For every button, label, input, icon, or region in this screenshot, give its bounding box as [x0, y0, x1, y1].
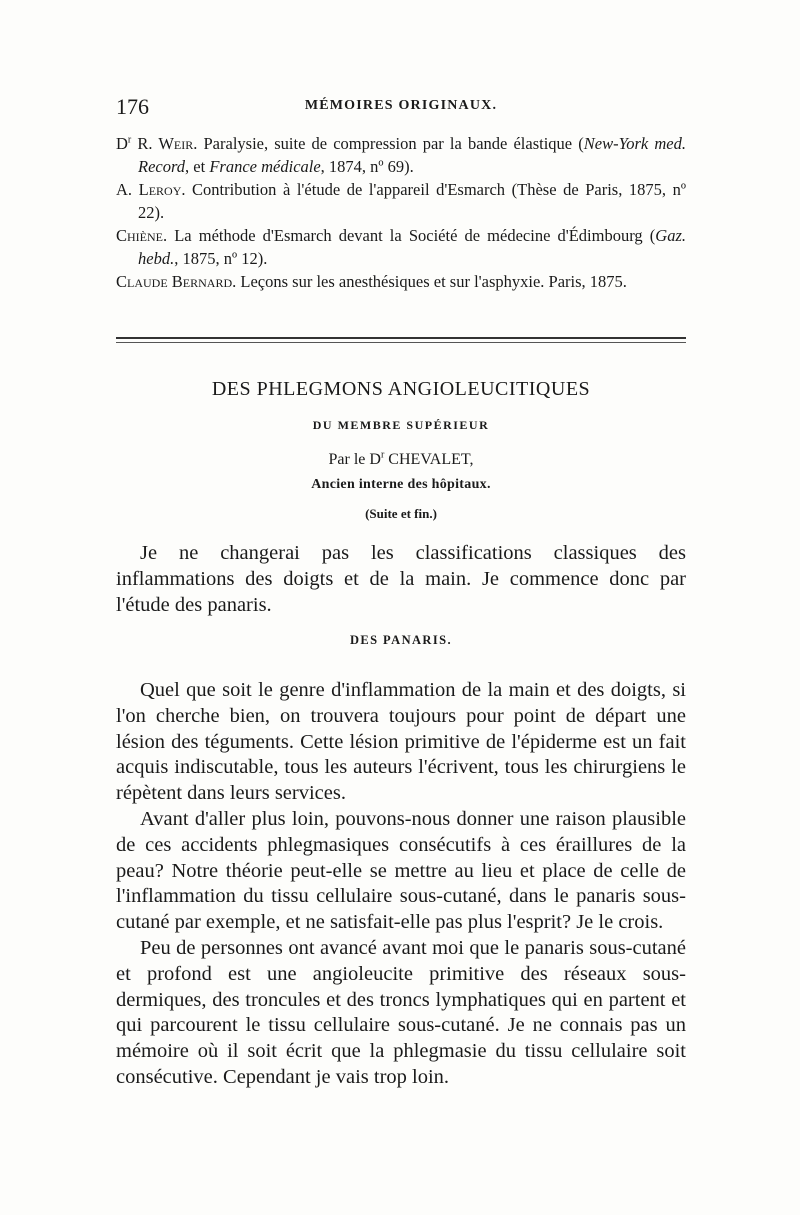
body-paragraph: Peu de personnes ont avancé avant moi que le panaris sous-cutané et profond est une angioleucite primitive des réseaux sous-dermiques, des troncules et des troncs lymphatiques qui en partent et qui parcourent le tissu cellulaire sous-cutané. Je ne connais pas un mémoire où il soit écrit que la phlegmasie du tissu cellulaire soit consécutive. Cependant je vais trop loin. [116, 936, 686, 1088]
article-subtitle: DU MEMBRE SUPÉRIEUR [312, 418, 490, 432]
reference-text: . Leçons sur les anesthésiques et sur l'asphyxie. Paris, 1875. [232, 272, 627, 291]
divider-line-thick [116, 337, 686, 339]
reference-text: , 1874, nº 69). [320, 157, 414, 176]
reference-author-superscript: r [127, 134, 132, 146]
reference-list [116, 132, 686, 293]
intro-paragraph: Je ne changerai pas les classifications classiques des inflammations des doigts et de la main. Je commence donc par l'étude des panaris. [116, 542, 686, 616]
article-byline [116, 447, 686, 526]
author-prefix: Par le D [328, 451, 381, 468]
author-role: Ancien interne des hôpitaux. [311, 477, 491, 492]
author-line [116, 447, 686, 472]
reference-author: A. Leroy [116, 180, 182, 199]
section-divider [116, 337, 686, 343]
divider-line-thin [116, 342, 686, 343]
reference-text: , 1875, nº 12). [174, 249, 268, 268]
main-text [116, 678, 686, 1091]
reference-item [116, 224, 686, 270]
intro-text [116, 541, 686, 618]
reference-journal: Gaz. hebd. [138, 226, 686, 268]
reference-text: , et [185, 157, 210, 176]
running-title: MÉMOIRES ORIGINAUX. [304, 98, 498, 113]
reference-journal: New-York med. Record [138, 134, 686, 176]
reference-text: . La méthode d'Esmarch devant la Société de médecine d'Édimbourg ( [163, 226, 656, 245]
section-heading: DES PANARIS. [350, 633, 452, 647]
reference-item [116, 132, 686, 178]
author-name: CHEVALET, [384, 451, 474, 468]
body-paragraph: Avant d'aller plus loin, pouvons-nous donner une raison plausible de ces accidents phlegmasiques consécutifs à ces éraillures de la peau? Notre théorie peut-elle se mettre au lieu et place de celle de l'inflammation du tissu cellulaire sous-cutané, dans le panaris sous-cutané par exemple, et ne satisfait-elle pas plus l'esprit? Je le crois. [116, 807, 686, 934]
continuation-note: (Suite et fin.) [365, 506, 437, 521]
reference-text: . Paralysie, suite de compression par la bande élastique ( [193, 134, 584, 153]
reference-author-prefix: D [116, 134, 128, 153]
reference-item [116, 270, 686, 293]
reference-author: Claude Bernard [116, 272, 233, 291]
reference-item [116, 178, 686, 224]
body-paragraph: Quel que soit le genre d'inflammation de la main et des doigts, si l'on cherche bien, on trouvera toujours pour point de départ une lésion des téguments. Cette lésion primitive de l'épiderme est un fait acquis indiscutable, tous les auteurs l'écrivent, tous les chirurgiens le répètent dans leurs services. [116, 679, 686, 805]
reference-text: . Contribution à l'étude de l'appareil d'Esmarch (Thèse de Paris, 1875, nº 22). [138, 180, 686, 222]
reference-journal: France médicale [209, 157, 321, 176]
author-superscript: r [380, 449, 385, 461]
reference-author: Chiène [116, 226, 163, 245]
article-title: DES PHLEGMONS ANGIOLEUCITIQUES [211, 378, 591, 400]
reference-author: R. Weir [131, 134, 194, 153]
page-header [116, 94, 686, 120]
page-number: 176 [116, 94, 149, 119]
